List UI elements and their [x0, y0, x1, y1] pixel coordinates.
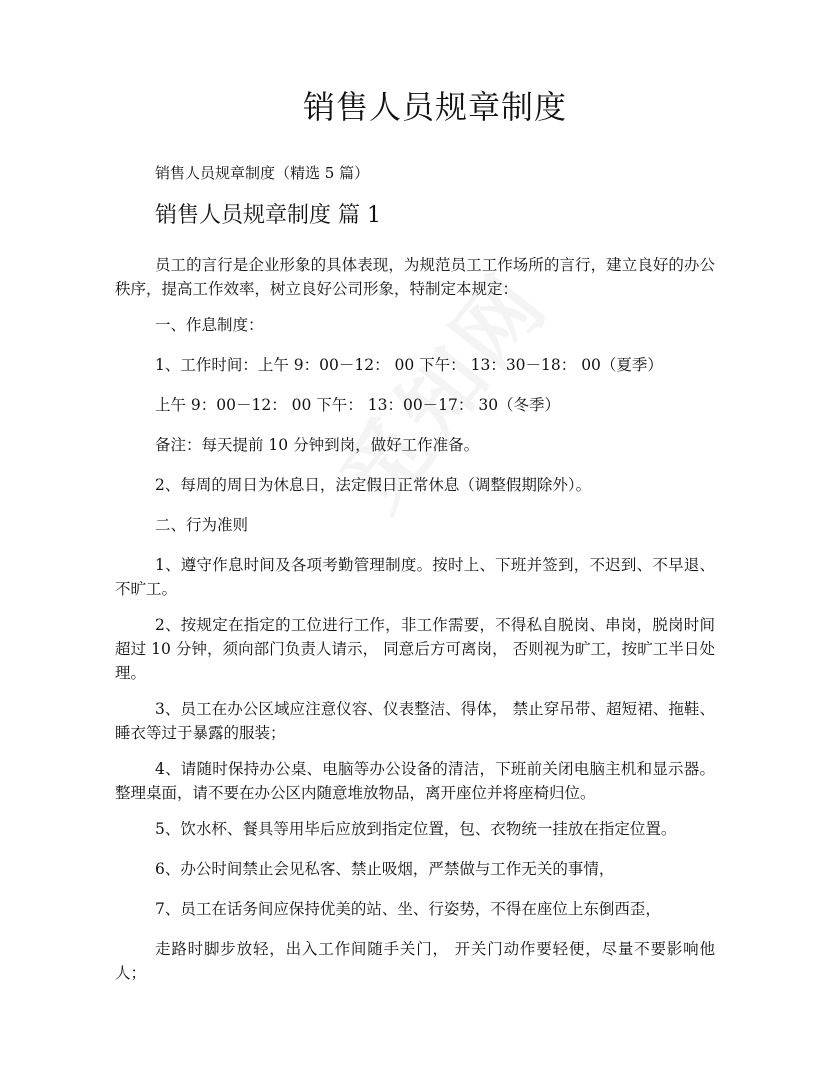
paragraph-work-hours-winter: 上午 9：00－12： 00 下午： 13：00－17： 30（冬季） [155, 396, 561, 414]
paragraph-rule-7: 7、员工在话务间应保持优美的站、坐、行姿势，不得在座位上东倒西歪， [155, 900, 661, 918]
paragraph-rule-2: 2、按规定在指定的工位进行工作，非工作需要，不得私自脱岗、串岗，脱岗时间超过 10 分钟，须向部门负责人请示， 同意后方可离岗， 否则视为旷工，按旷工半日处理。 [115, 616, 715, 682]
document-subtitle: 销售人员规章制度（精选 5 篇） [155, 164, 370, 182]
paragraph-heading-conduct: 二、行为准则 [155, 516, 249, 534]
paragraph-rule-5: 5、饮水杯、餐具等用毕后应放到指定位置，包、衣物统一挂放在指定位置。 [155, 820, 677, 838]
paragraph-rule-4: 4、请随时保持办公桌、电脑等办公设备的清洁，下班前关闭电脑主机和显示器。整理桌面，请不要在办公区内随意堆放物品，离开座位并将座椅归位。 [115, 760, 715, 802]
paragraph-intro: 员工的言行是企业形象的具体表现，为规范员工工作场所的言行，建立良好的办公秩序，提高工作效率，树立良好公司形象，特制定本规定： [115, 256, 715, 298]
page-title: 销售人员规章制度 [302, 88, 567, 126]
paragraph-rule-1: 1、遵守作息时间及各项考勤管理制度。按时上、下班并签到，不迟到、不早退、不旷工。 [115, 556, 715, 598]
paragraph-work-hours-summer: 1、工作时间：上午 9：00－12： 00 下午： 13：30－18： 00（夏季） [155, 356, 663, 374]
paragraph-heading-schedule: 一、作息制度： [155, 316, 264, 334]
paragraph-note: 备注：每天提前 10 分钟到岗，做好工作准备。 [155, 436, 480, 454]
paragraph-rule-6: 6、办公时间禁止会见私客、禁止吸烟，严禁做与工作无关的事情， [155, 860, 615, 878]
paragraph-rule-3: 3、员工在办公区域应注意仪容、仪表整洁、得体， 禁止穿吊带、超短裙、拖鞋、睡衣等过于暴露的服装； [115, 700, 715, 742]
paragraph-rule-7-cont: 走路时脚步放轻，出入工作间随手关门， 开关门动作要轻便，尽量不要影响他人； [115, 940, 715, 982]
document-body [115, 253, 715, 997]
section-heading: 销售人员规章制度 篇 1 [155, 203, 381, 228]
paragraph-rest-day: 2、每周的周日为休息日，法定假日正常休息（调整假期除外）。 [155, 476, 592, 494]
